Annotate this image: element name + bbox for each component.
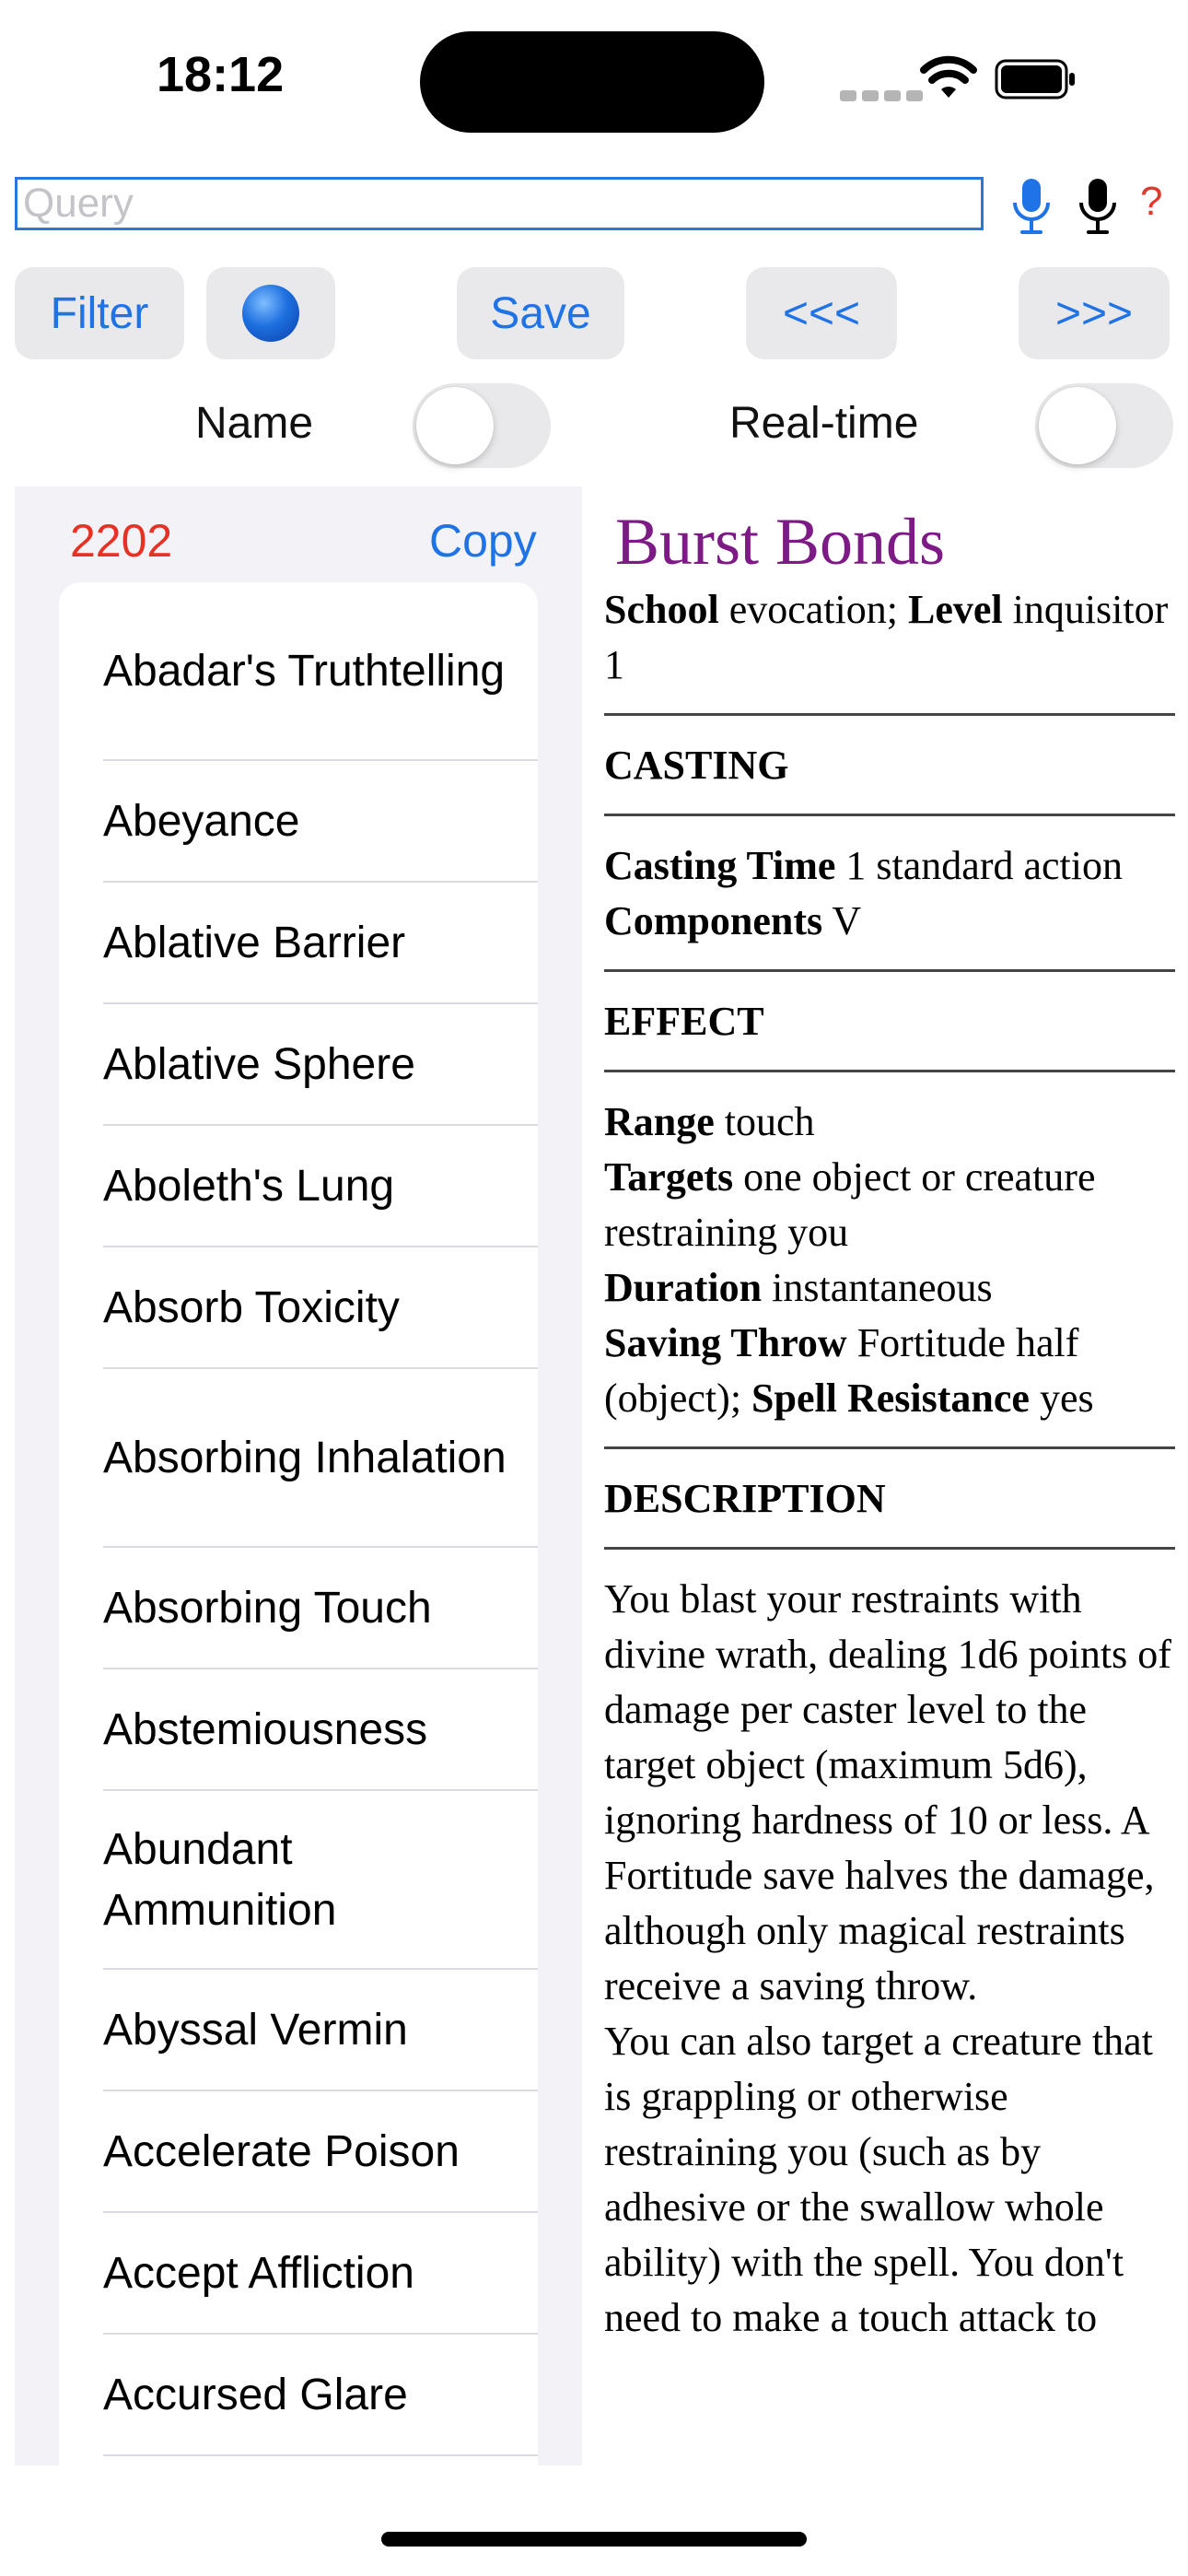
- battery-icon: [995, 59, 1077, 100]
- saving-throw-line: [604, 1316, 1175, 1426]
- targets-line: [604, 1150, 1175, 1260]
- spell-list-item-label: Ablative Sphere: [103, 1040, 415, 1089]
- spell-list-item-label: Abyssal Vermin: [103, 2006, 408, 2055]
- components-line: [604, 894, 1175, 949]
- divider: [604, 1446, 1175, 1449]
- spell-list-item[interactable]: [59, 2091, 538, 2213]
- range-label: Range: [604, 1099, 715, 1144]
- spell-detail: [604, 505, 1175, 2465]
- school-level-line: [604, 582, 1175, 693]
- targets-value: one object or creature restraining you: [604, 1154, 1096, 1255]
- spell-list-item-label: Absorbing Touch: [103, 1584, 432, 1633]
- divider: [604, 814, 1175, 816]
- wifi-icon: [919, 53, 978, 101]
- divider: [604, 1070, 1175, 1072]
- casting-time-value: 1 standard action: [845, 843, 1123, 888]
- casting-header: CASTING: [604, 743, 789, 788]
- spell-list-item[interactable]: [59, 1669, 538, 1791]
- components-label: Components: [604, 898, 823, 943]
- description-header: DESCRIPTION: [604, 1476, 886, 1521]
- spell-list-item-label: Accursed Glare: [103, 2371, 408, 2419]
- filter-button[interactable]: Filter: [15, 267, 184, 359]
- divider: [604, 713, 1175, 716]
- spell-list-item-label: Absorbing Inhalation: [103, 1434, 507, 1482]
- level-label: Level: [907, 587, 1003, 632]
- name-toggle-label: Name: [195, 399, 314, 448]
- description-paragraph: You can also target a creature that is grappling or otherwise restraining you (such as by adhesive or the swallow whole ability) with the spell. You don't need to make a touch attack to: [604, 2019, 1153, 2340]
- spell-list-item[interactable]: [59, 1247, 538, 1369]
- spell-list-item-label: Ablative Barrier: [103, 919, 406, 967]
- spell-list-item-label: Abstemiousness: [103, 1705, 428, 1754]
- voice-mic-icon[interactable]: [1076, 177, 1120, 238]
- next-button[interactable]: >>>: [1019, 267, 1170, 359]
- spell-list-item[interactable]: [59, 2213, 538, 2335]
- realtime-toggle[interactable]: [1035, 383, 1173, 468]
- help-button[interactable]: ?: [1140, 179, 1163, 224]
- save-button[interactable]: Save: [457, 267, 624, 359]
- duration-label: Duration: [604, 1265, 763, 1310]
- dictation-mic-icon[interactable]: [1009, 177, 1054, 238]
- spell-list-item[interactable]: [59, 1369, 538, 1548]
- color-dot-button[interactable]: [206, 267, 335, 359]
- spell-list-item[interactable]: [59, 1548, 538, 1669]
- spell-list[interactable]: [59, 582, 538, 2465]
- duration-line: [604, 1260, 1175, 1316]
- copy-button[interactable]: Copy: [429, 515, 537, 567]
- spell-list-item-label: Accelerate Poison: [103, 2127, 460, 2176]
- casting-time-label: Casting Time: [604, 843, 836, 888]
- divider: [604, 1547, 1175, 1550]
- spell-list-item[interactable]: [59, 761, 538, 883]
- toggle-knob: [416, 387, 494, 464]
- effect-header: EFFECT: [604, 999, 764, 1044]
- saving-throw-value: Fortitude half (object);: [604, 1320, 1079, 1421]
- spell-list-item[interactable]: [59, 1004, 538, 1126]
- spell-title: Burst Bonds: [615, 505, 946, 579]
- blue-circle-icon: [242, 285, 299, 342]
- divider: [604, 969, 1175, 972]
- realtime-toggle-label: Real-time: [729, 399, 919, 448]
- spell-list-item[interactable]: [59, 1126, 538, 1247]
- spell-list-item[interactable]: [59, 1970, 538, 2091]
- components-value: V: [832, 898, 862, 943]
- targets-label: Targets: [604, 1154, 734, 1200]
- spell-list-item-label: Abundant Ammunition: [103, 1825, 337, 1935]
- spell-resistance-label: Spell Resistance: [751, 1376, 1030, 1421]
- cellular-signal-icon: [840, 85, 932, 98]
- row-separator: [103, 2454, 538, 2456]
- range-value: touch: [724, 1099, 815, 1144]
- spell-list-item-label: Abadar's Truthtelling: [103, 647, 506, 696]
- dynamic-island: [420, 31, 764, 133]
- spell-list-item[interactable]: [59, 2335, 538, 2456]
- school-label: School: [604, 587, 719, 632]
- range-line: [604, 1095, 1175, 1150]
- level-value: inquisitor 1: [604, 587, 1169, 687]
- spell-list-item[interactable]: [59, 1791, 538, 1970]
- name-toggle[interactable]: [413, 383, 551, 468]
- spell-list-item-label: Accept Affliction: [103, 2249, 414, 2298]
- spell-list-item-label: Aboleth's Lung: [103, 1162, 395, 1211]
- toggle-knob: [1039, 387, 1116, 464]
- query-input[interactable]: [15, 177, 984, 230]
- spell-list-item[interactable]: [59, 582, 538, 761]
- casting-time-line: [604, 838, 1175, 894]
- school-value: evocation;: [728, 587, 898, 632]
- saving-throw-label: Saving Throw: [604, 1320, 847, 1365]
- description-paragraph: You blast your restraints with divine wrath, dealing 1d6 points of damage per caster level to the target object (maximum 5d6), ignoring hardness of 10 or less. A Fortitude save halves the damage, although only magical restraints receive a saving throw.: [604, 1576, 1171, 2008]
- spell-resistance-value: yes: [1039, 1376, 1094, 1421]
- result-count: 2202: [70, 515, 173, 567]
- home-indicator: [381, 2532, 807, 2547]
- status-time: 18:12: [157, 47, 285, 102]
- spell-list-item-label: Abeyance: [103, 797, 300, 846]
- spell-list-item-label: Absorb Toxicity: [103, 1283, 400, 1332]
- previous-button[interactable]: <<<: [746, 267, 897, 359]
- duration-value: instantaneous: [772, 1265, 993, 1310]
- spell-list-item[interactable]: [59, 883, 538, 1004]
